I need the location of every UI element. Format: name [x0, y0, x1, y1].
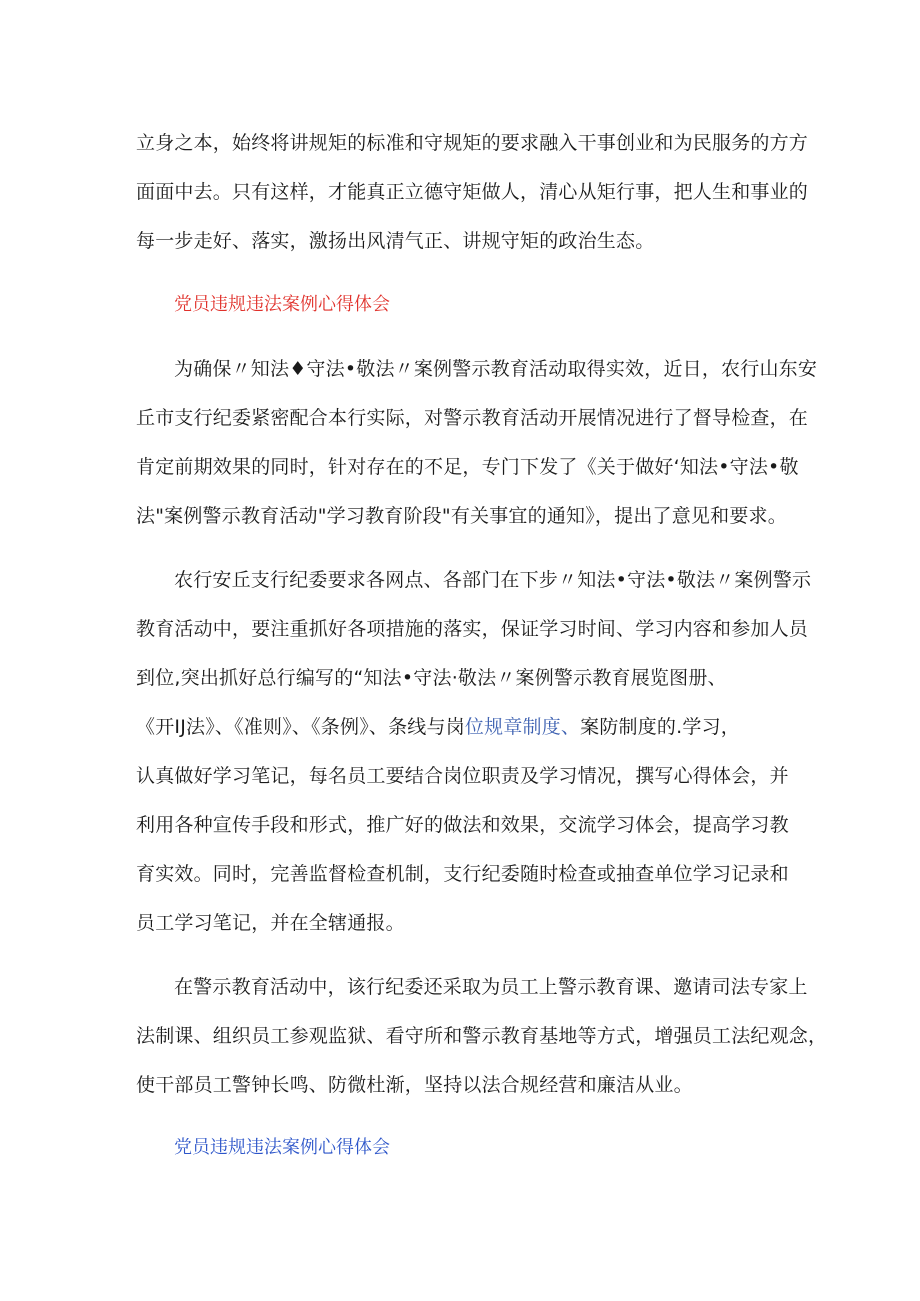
paragraph-1-line-4: 法"案例警示教育活动"学习教育阶段"有关事宜的通知》，提出了意见和要求。: [136, 505, 787, 527]
paragraph-2-line-3: 到位,突出抓好总行编写的“知法•守法·敬法〃案例警示教育展览图册、: [136, 667, 727, 689]
paragraph-1-line-1: 为确保〃知法♦守法•敬法〃案例警示教育活动取得实效，近日，农行山东安: [174, 358, 818, 380]
paragraph-2-line-6: 利用各种宣传手段和形式，推广好的做法和效果，交流学习体会，提高学习教: [136, 814, 789, 836]
intro-line-1: 立身之本，始终将讲规矩的标准和守规矩的要求融入干事创业和为民服务的方方: [136, 132, 809, 154]
intro-line-3: 每一步走好、落实，激扬出风清气正、讲规守矩的政治生态。: [136, 230, 655, 252]
paragraph-1-line-2: 丘市支行纪委紧密配合本行实际，对警示教育活动开展情况进行了督导检查，在: [136, 407, 809, 429]
paragraph-3-line-2: 法制课、组织员工参观监狱、看守所和警示教育基地等方式，增强员工法纪观念，: [136, 1025, 828, 1047]
paragraph-2-line-7: 育实效。同时，完善监督检查机制，支行纪委随时检查或抽查单位学习记录和: [136, 863, 789, 885]
intro-line-2: 面面中去。只有这样，才能真正立德守矩做人，清心从矩行事，把人生和事业的: [136, 181, 809, 203]
paragraph-1-line-3: 肯定前期效果的同时，针对存在的不足，专门下发了《关于做好‘知法•守法•敬: [136, 456, 799, 478]
section-heading-2: 党员违规违法案例心得体会: [174, 1137, 390, 1158]
section-heading-1: 党员违规违法案例心得体会: [174, 294, 390, 315]
paragraph-2-line-4-text-b: 案防制度的.学习，: [580, 716, 740, 738]
regulation-link[interactable]: 位规章制度、: [464, 716, 581, 738]
paragraph-2-line-8: 员工学习笔记，并在全辖通报。: [136, 912, 405, 934]
paragraph-2-line-2: 教育活动中，要注重抓好各项措施的落实，保证学习时间、学习内容和参加人员: [136, 618, 809, 640]
paragraph-2-line-4-text-a: 《开IJ法》、《准则》、《条例》、条线与岗: [136, 716, 465, 738]
paragraph-3-line-1: 在警示教育活动中，该行纪委还采取为员工上警示教育课、邀请司法专家上: [174, 976, 808, 998]
paragraph-3-line-3: 使干部员工警钟长鸣、防微杜渐，坚持以法合规经营和廉洁从业。: [136, 1074, 693, 1096]
paragraph-2-line-4: [136, 715, 740, 739]
paragraph-2-line-5: 认真做好学习笔记，每名员工要结合岗位职责及学习情况，撰写心得体会，并: [136, 765, 789, 787]
paragraph-2-line-1: 农行安丘支行纪委要求各网点、各部门在下步〃知法•守法•敬法〃案例警示: [174, 569, 812, 591]
